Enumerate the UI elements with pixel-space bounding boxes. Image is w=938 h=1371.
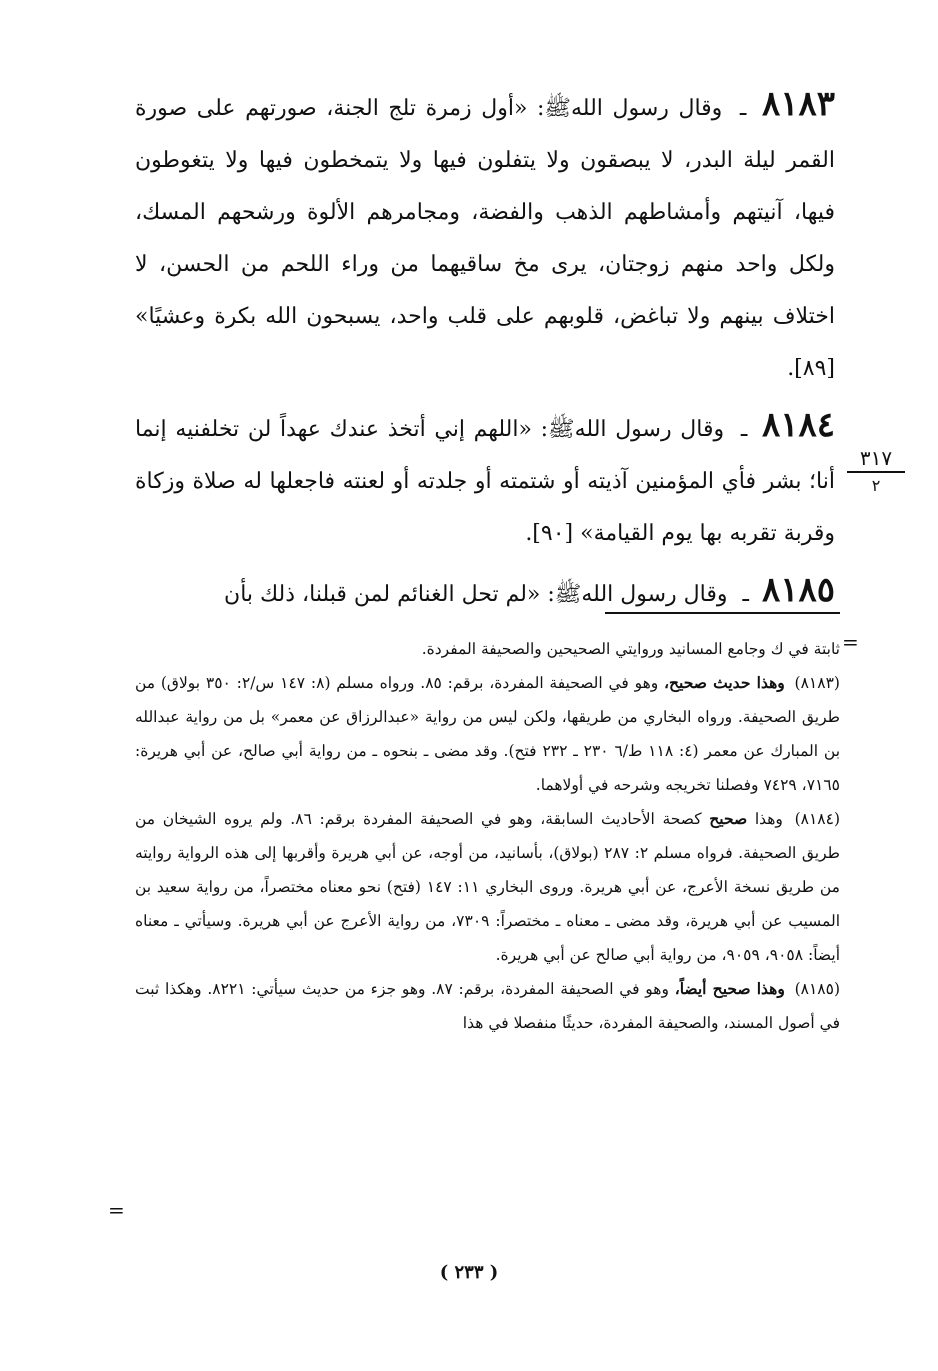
footnote-pre: وهذا (754, 810, 783, 828)
hadith-number: ٨١٨٥ (761, 570, 835, 610)
hadith-number: ٨١٨٣ (761, 84, 835, 124)
footnote-ref: (٨١٨٣) (794, 674, 840, 692)
hadith-dash: ـ (742, 582, 749, 607)
footnote-grade: صحيح (709, 809, 748, 828)
page-number: ( ٢٣٣ ) (439, 1262, 499, 1283)
hadith-dash: ـ (740, 417, 748, 442)
footnote-text: كصحة الأحاديث السابقة، وهو في الصحيفة المفردة برقم: ٨٦. ولم يروه الشيخان من طريق الصحيفة. فرواه مسلم ٢: ٢٨٧ (بولاق)، بأسانيد، من أوجه، عن أبي هريرة وأقربها إلى هذه الرواية روايته من طريق نسخة الأعرج، عن أبي هريرة. وروى البخاري ١١: ١٤٧ (فتح) نحو معناه مختصراً، من رواية سعيد بن المسيب عن أبي هريرة، وقد مضى ـ معناه ـ مختصراً: ٧٣٠٩، من رواية الأعرج عن أبي هريرة. وسيأتي ـ معناه أيضاً: ٩٠٥٨، ٩٠٥٩، من رواية أبي صالح عن أبي هريرة. (135, 810, 841, 964)
footnote-text: ثابتة في ك وجامع المسانيد وروايتي الصحيحين والصحيفة المفردة. (421, 640, 840, 658)
footnotes (135, 632, 840, 1040)
footnote-grade: وهذا صحيح أيضاً، (674, 979, 785, 998)
hadith-text: وقال رسول اللهﷺ: «لم تحل الغنائم لمن قبلنا، ذلك بأن (224, 582, 728, 607)
margin-reference-part: ٢ (871, 476, 881, 495)
hadith-text: وقال رسول اللهﷺ: «اللهم إني أتخذ عندك عهداً لن تخلفنيه إنما أنا؛ بشر فأي المؤمنين آذيته أو شتمته أو جلدته أو لعنته فاجعلها له صلاة وزكاة وقربة تقربه بها يوم القيامة» [٩٠]. (135, 417, 835, 546)
hadith-8183 (135, 78, 835, 395)
footnote-text: وهو في الصحيفة المفردة، برقم: ٨٧. وهو جزء من حديث سيأتي: ٨٢٢١. وهكذا ثبت في أصول المسند، والصحيفة المفردة، حديثًا منفصلا في هذا (135, 980, 840, 1032)
footnote-text: وهو في الصحيفة المفردة، برقم: ٨٥. ورواه مسلم (٨: ١٤٧ س/٢: ٣٥٠ بولاق) من طريق الصحيفة. ورواه البخاري من طريقها، ولكن ليس من رواية «عبدالرزاق عن معمر» بل من رواية عبدالله بن المبارك عن معمر (٤: ١١٨ ط/٦ ٢٣٠ ـ ٢٣٢ فتح). وقد مضى ـ بنحوه ـ من رواية أبي صالح، عن أبي هريرة: ٧١٦٥، ٧٤٢٩ وفصلنا تخريجه وشرحه في أولاهما. (135, 674, 841, 794)
footnote-separator (605, 612, 840, 614)
margin-reference-volume-page: ٣١٧ (847, 447, 905, 473)
footnote-ref: (٨١٨٥) (794, 980, 841, 998)
footnote-8183 (135, 666, 840, 802)
hadith-8184 (135, 399, 835, 560)
hadith-number: ٨١٨٤ (761, 405, 835, 445)
continuation-mark-bottom: = (108, 1198, 125, 1222)
hadith-dash: ـ (739, 96, 747, 121)
continuation-mark-top: = (842, 630, 859, 654)
margin-reference (847, 447, 905, 497)
footnote-continuation (135, 632, 840, 666)
footnote-8185 (135, 972, 840, 1040)
footnote-8184 (135, 802, 840, 972)
footnote-ref: (٨١٨٤) (794, 810, 841, 828)
main-text (135, 78, 835, 625)
hadith-text: وقال رسول اللهﷺ: «أول زمرة تلج الجنة، صورتهم على صورة القمر ليلة البدر، لا يبصقون ولا يتفلون فيها ولا يتمخطون فيها ولا يتغوطون فيها، آنيتهم وأمشاطهم الذهب والفضة، ومجامرهم الألوة ورشحهم المسك، ولكل واحد منهم زوجتان، يرى مخ ساقيهما من وراء اللحم من الحسن، لا اختلاف بينهم ولا تباغض، قلوبهم على قلب واحد، يسبحون الله بكرة وعشيًا» [٨٩]. (135, 96, 835, 381)
footnote-grade: وهذا حديث صحيح، (664, 673, 785, 692)
